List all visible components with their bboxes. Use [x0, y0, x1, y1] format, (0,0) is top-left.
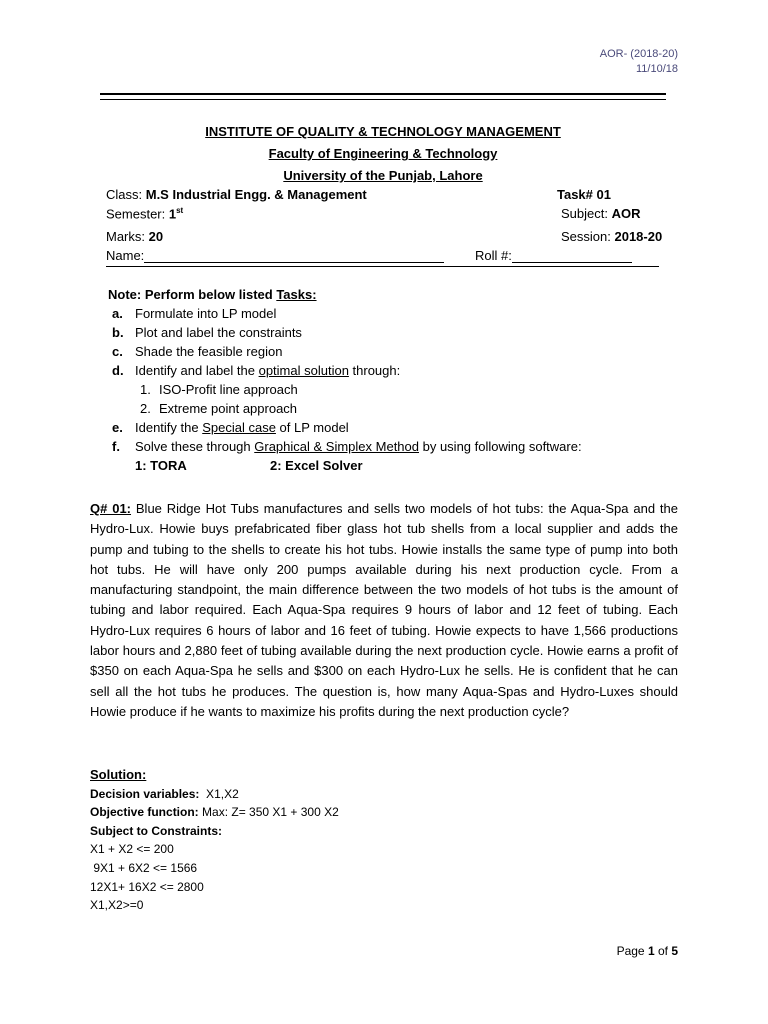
header-rule-top	[100, 93, 666, 95]
constraint-1: X1 + X2 <= 200	[90, 842, 174, 857]
session-info: Session: 2018-20	[561, 229, 663, 244]
list-item: 1. ISO-Profit line approach	[140, 382, 298, 397]
decision-variables: Decision variables: X1,X2	[90, 786, 239, 801]
document-date: 11/10/18	[635, 63, 678, 75]
roll-blank[interactable]	[512, 248, 632, 263]
list-item: 2. Extreme point approach	[140, 401, 298, 416]
note-line: Note: Perform below listed Tasks:	[108, 287, 317, 302]
task-list	[108, 285, 688, 475]
task-number: Task# 01	[557, 187, 611, 202]
faculty-name: Faculty of Engineering & Technology	[268, 146, 498, 161]
constraint-4: X1,X2>=0	[90, 898, 144, 913]
question-label: Q# 01:	[90, 501, 132, 516]
constraints-heading: Subject to Constraints:	[90, 823, 223, 838]
constraint-2: 9X1 + 6X2 <= 1566	[90, 860, 198, 875]
name-label: Name:	[106, 248, 145, 263]
institute-name: INSTITUTE OF QUALITY & TECHNOLOGY MANAGEMENT	[205, 124, 561, 139]
name-blank[interactable]	[144, 248, 444, 263]
list-item: d. Identify and label the optimal solution through:	[112, 363, 401, 378]
semester-info: Semester: 1st	[106, 206, 184, 222]
course-code: AOR- (2018-20)	[599, 48, 678, 60]
marks-info: Marks: 20	[106, 229, 164, 244]
document-header	[600, 47, 678, 77]
class-info: Class: M.S Industrial Engg. & Management	[106, 187, 367, 202]
question-paragraph	[90, 499, 678, 722]
list-item: c. Shade the feasible region	[112, 344, 283, 359]
solution-heading: Solution:	[90, 767, 147, 782]
university-name: University of the Punjab, Lahore	[283, 168, 483, 183]
list-item: f. Solve these through Graphical & Simplex Method by using following software:	[112, 439, 582, 454]
question-text: Blue Ridge Hot Tubs manufactures and sells two models of hot tubs: the Aqua-Spa and the Hydro-Lux. Howie buys prefabricated fiber glass hot tub shells from a local supplier and adds the pump and tubing to the shells to create his hot tubs. Howie installs the same type of pump into both hot tubs. He will have only 200 pumps available during his next production cycle. From a manufacturing standpoint, the main difference between the two models of hot tubs is the amount of tubing and labor required. Each Aqua-Spa requires 9 hours of labor and 12 feet of tubing. Each Hydro-Lux requires 6 hours of labor and 16 feet of tubing. Howie expects to have 1,566 productions labor hours and 2,880 feet of tubing available during the next production cycle. Howie earns a profit of $350 on each Aqua-Spa he sells and $300 on each Hydro-Lux he sells. He is confident that he can sell all the hot tubs he produces. The question is, how many Aqua-Spas and Hydro-Luxes should Howie produce if he wants to maximize his profits during the next production cycle?	[90, 501, 678, 719]
solution-block	[90, 766, 339, 915]
software-line: 1: TORA 2: Excel Solver	[135, 458, 363, 473]
subject-info: Subject: AOR	[561, 206, 641, 221]
list-item: a. Formulate into LP model	[112, 306, 277, 321]
list-item: e. Identify the Special case of LP model	[112, 420, 349, 435]
name-roll-line	[106, 248, 659, 267]
objective-function: Objective function: Max: Z= 350 X1 + 300 X2	[90, 805, 339, 820]
constraint-3: 12X1+ 16X2 <= 2800	[90, 879, 204, 894]
header-rule-bottom	[100, 99, 666, 100]
page-number: Page 1 of 5	[616, 944, 678, 958]
roll-label: Roll #:	[475, 248, 632, 263]
list-item: b. Plot and label the constraints	[112, 325, 302, 340]
